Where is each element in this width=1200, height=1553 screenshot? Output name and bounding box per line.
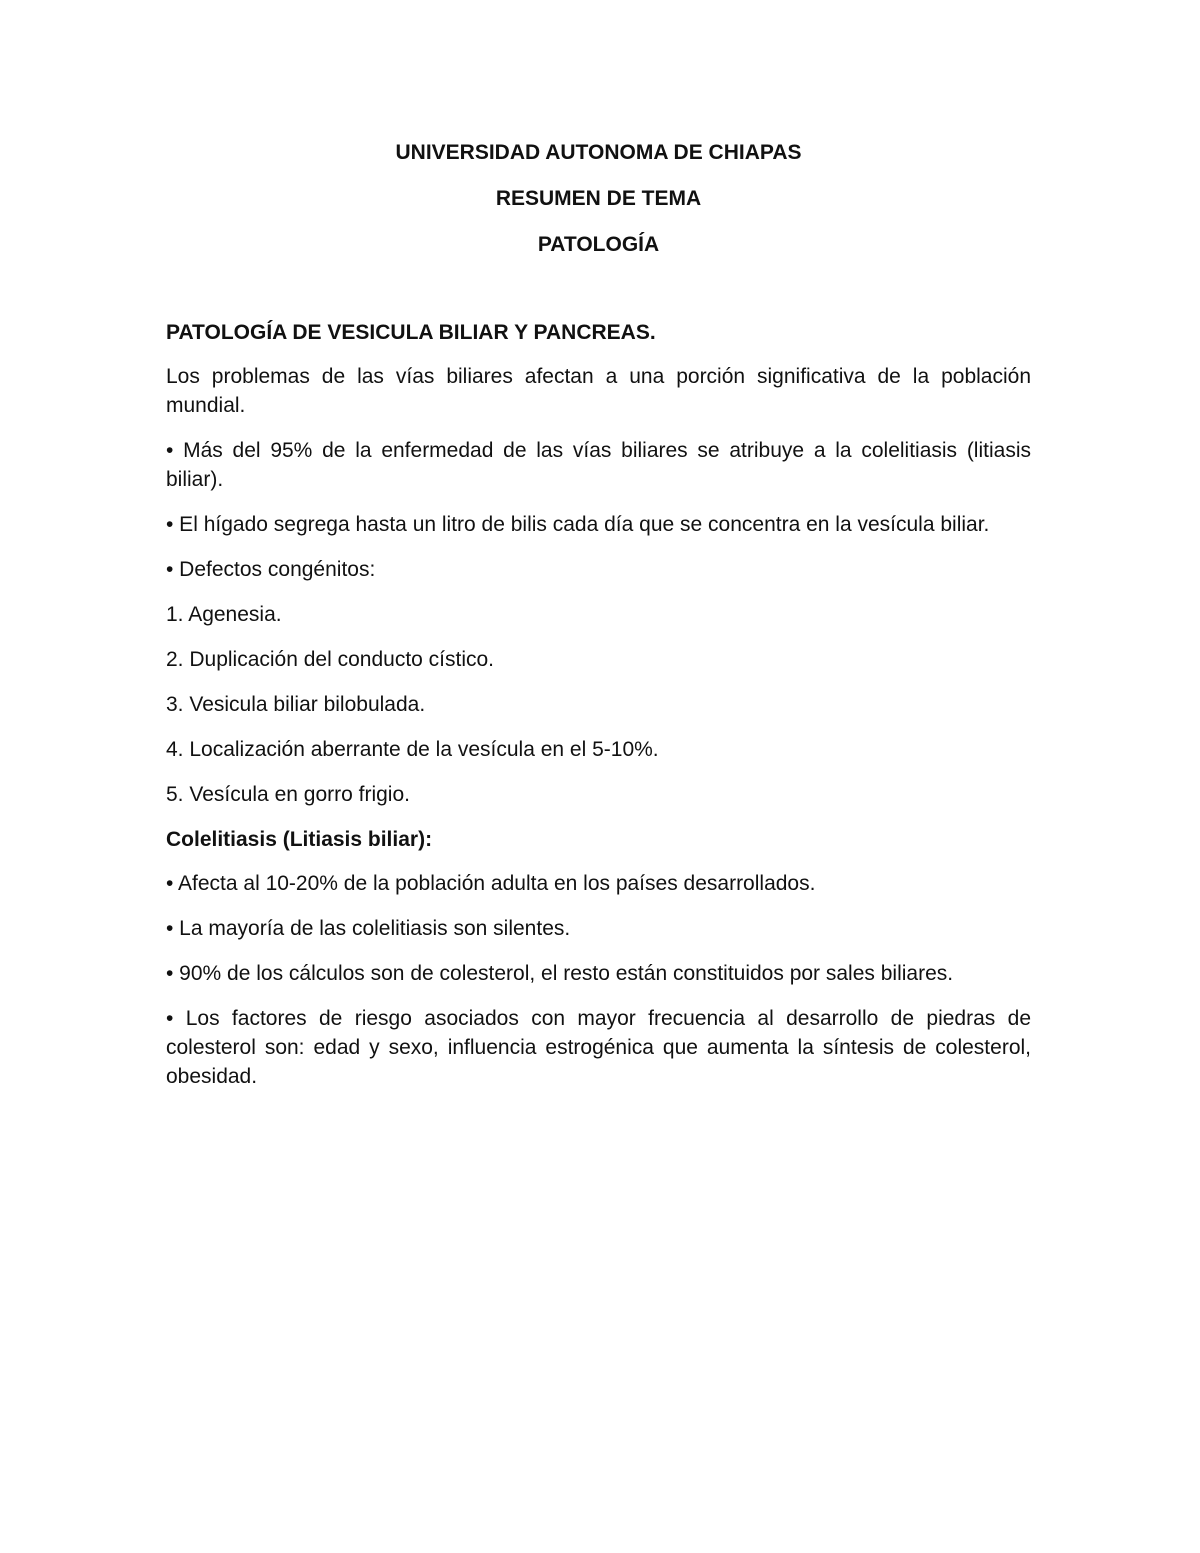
document-type-title: RESUMEN DE TEMA (495, 187, 702, 210)
section-heading-colelitiasis: Colelitiasis (Litiasis biliar): (166, 828, 433, 851)
university-title: UNIVERSIDAD AUTONOMA DE CHIAPAS (395, 141, 802, 164)
list-item-duplicacion: 2. Duplicación del conducto cístico. (166, 648, 495, 671)
document-page (166, 138, 1031, 1107)
bullet-defectos-congenitos: • Defectos congénitos: (166, 558, 376, 581)
section-heading-vesicula-pancreas: PATOLOGÍA DE VESICULA BILIAR Y PANCREAS. (166, 321, 656, 344)
bullet-higado-bilis: • El hígado segrega hasta un litro de bilis cada día que se concentra en la vesícula biliar. (166, 513, 990, 536)
bullet-factores-riesgo: • Los factores de riesgo asociados con mayor frecuencia al desarrollo de piedras de colesterol son: edad y sexo, influencia estrogénica que aumenta la síntesis de colesterol, obesidad. (166, 1007, 1031, 1088)
bullet-silentes: • La mayoría de las colelitiasis son silentes. (166, 917, 571, 940)
bullet-colelitiasis-95: • Más del 95% de la enfermedad de las vías biliares se atribuye a la colelitiasis (litiasis biliar). (166, 439, 1031, 491)
list-item-gorro-frigio: 5. Vesícula en gorro frigio. (166, 783, 410, 806)
bullet-calculos-colesterol: • 90% de los cálculos son de colesterol, el resto están constituidos por sales biliares. (166, 962, 954, 985)
list-item-localizacion: 4. Localización aberrante de la vesícula en el 5-10%. (166, 738, 659, 761)
bullet-afecta-poblacion: • Afecta al 10-20% de la población adulta en los países desarrollados. (166, 872, 816, 895)
paragraph-intro: Los problemas de las vías biliares afectan a una porción significativa de la población mundial. (166, 365, 1031, 417)
list-item-agenesia: 1. Agenesia. (166, 603, 282, 626)
list-item-bilobulada: 3. Vesicula biliar bilobulada. (166, 693, 426, 716)
subject-title: PATOLOGÍA (537, 233, 660, 256)
